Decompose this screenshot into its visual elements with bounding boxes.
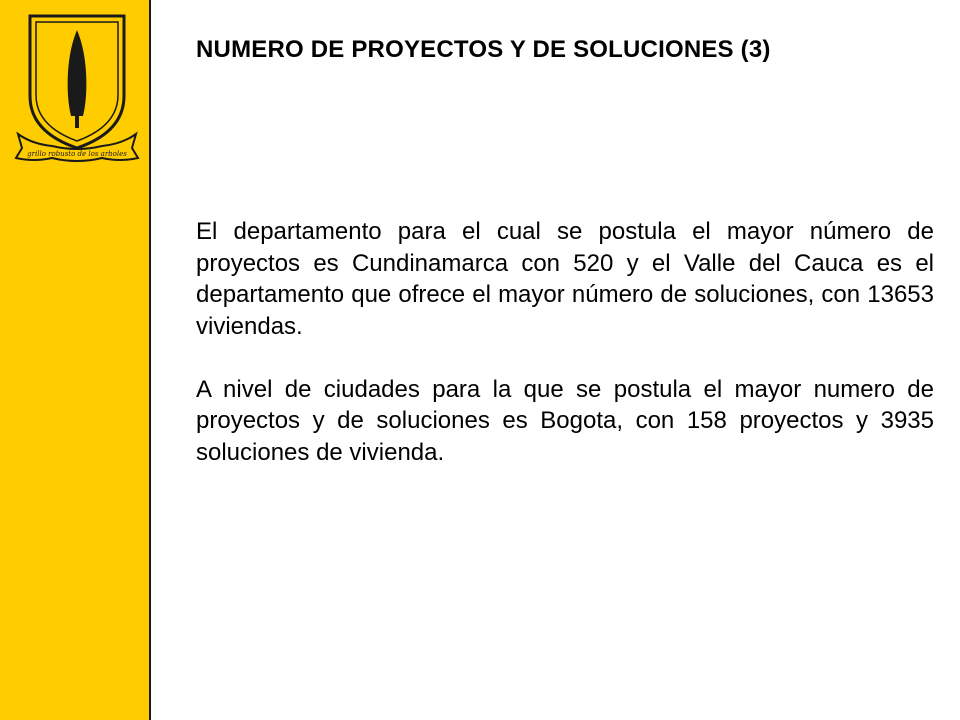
paragraph-cities: A nivel de ciudades para la que se postula el mayor numero de proyectos y de soluciones es Bogota, con 158 proyectos y 3935 soluciones de vivienda. bbox=[196, 375, 934, 466]
cypress-shield-icon bbox=[12, 8, 142, 168]
slide-title: NUMERO DE PROYECTOS Y DE SOLUCIONES (3) bbox=[196, 36, 771, 63]
slide-body bbox=[196, 216, 934, 500]
yellow-side-band bbox=[0, 0, 151, 720]
paragraph-departments: El departamento para el cual se postula el mayor número de proyectos es Cundinamarca con 520 y el Valle del Cauca es el departamento que ofrece el mayor número de soluciones, con 13653 viviendas. bbox=[196, 218, 934, 340]
logo-ribbon-text: grillo robusto de los arboles bbox=[27, 150, 127, 158]
